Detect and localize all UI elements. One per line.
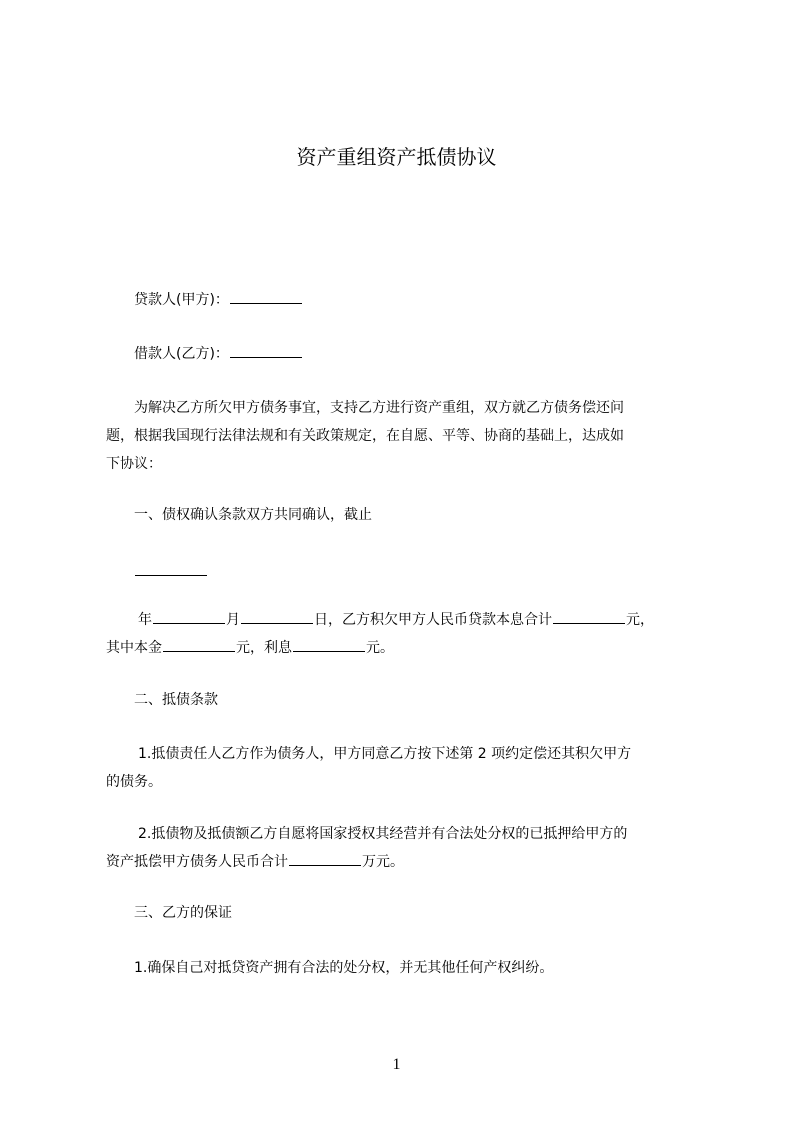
item1-line-1: 1.抵债责任人乙方作为债务人，甲方同意乙方按下述第 2 项约定偿还其积欠甲方 (138, 746, 632, 762)
item2-amount-blank (289, 851, 361, 866)
section3-item1: 1.确保自己对抵贷资产拥有合法的处分权，并无其他任何产权纠纷。 (134, 960, 554, 976)
borrower-label: 借款人(乙方)： (134, 346, 229, 362)
borrower-blank (230, 343, 302, 358)
item2-unit: 万元。 (362, 854, 404, 870)
section1-heading: 一、债权确认条款双方共同确认，截止 (134, 507, 372, 523)
month-blank (153, 609, 225, 624)
document-title: 资产重组资产抵债协议 (296, 145, 497, 169)
month-label: 月 (226, 612, 240, 628)
item2-text: 资产抵偿甲方债务人民币合计 (106, 854, 288, 870)
principal-blank (163, 637, 235, 652)
borrower-line (134, 340, 729, 368)
date-blank-line (134, 558, 729, 586)
item1-line-2: 的债务。 (106, 774, 162, 790)
debt-amount-line (138, 606, 733, 634)
cutoff-date-blank (135, 561, 207, 576)
yuan-label-1: 元， (626, 612, 654, 628)
interest-label: 元，利息 (236, 640, 292, 656)
yuan-label-end: 元。 (366, 640, 394, 656)
principal-label: 其中本金 (106, 640, 162, 656)
lender-line (134, 286, 729, 314)
page-number: 1 (392, 1056, 401, 1073)
item2-line-1: 2.抵债物及抵债额乙方自愿将国家授权其经营并有合法处分权的已抵押给甲方的 (138, 826, 628, 842)
day-text: 日，乙方积欠甲方人民币贷款本息合计 (314, 612, 552, 628)
lender-label: 贷款人(甲方)： (134, 292, 229, 308)
lender-blank (230, 289, 302, 304)
day-blank (241, 609, 313, 624)
year-label: 年 (138, 612, 152, 628)
section2-heading: 二、抵债条款 (134, 692, 218, 708)
intro-line-1: 为解决乙方所欠甲方债务事宜，支持乙方进行资产重组，双方就乙方债务偿还问 (134, 400, 624, 416)
interest-blank (293, 637, 365, 652)
section3-heading: 三、乙方的保证 (134, 905, 232, 921)
intro-line-3: 下协议： (106, 456, 162, 472)
total-amount-blank (553, 609, 625, 624)
item2-line-2 (106, 848, 701, 876)
principal-interest-line (106, 634, 701, 662)
intro-line-2: 题，根据我国现行法律法规和有关政策规定，在自愿、平等、协商的基础上，达成如 (106, 428, 624, 444)
